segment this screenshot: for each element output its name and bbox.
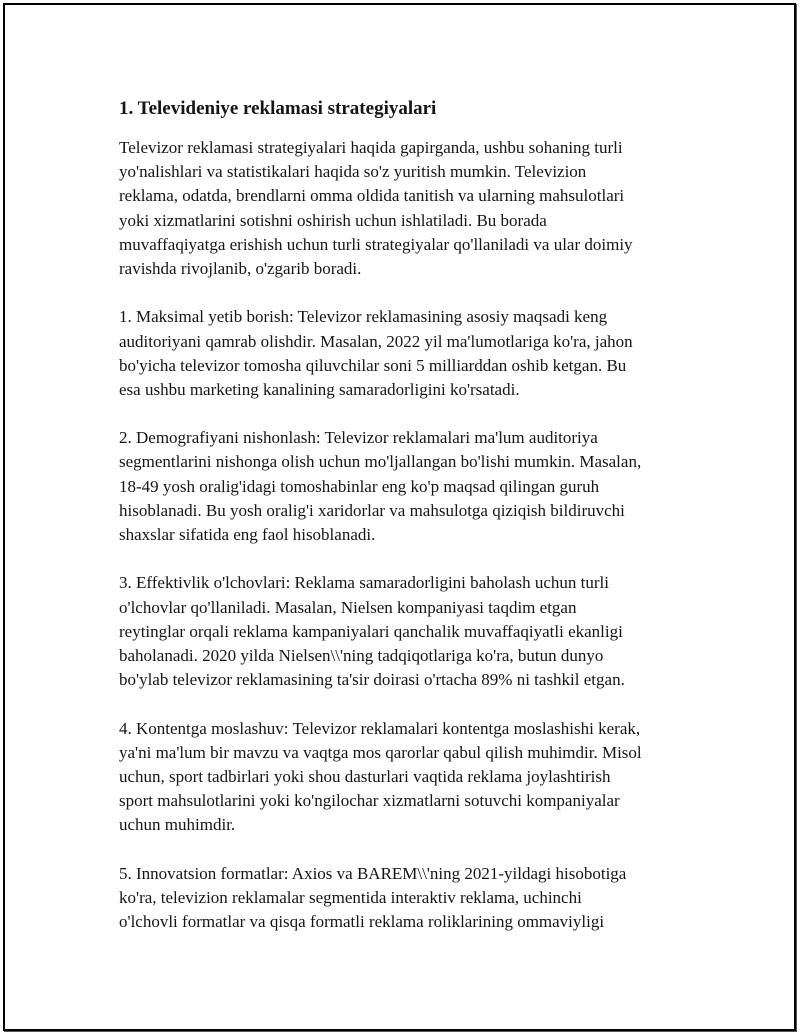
document-body: [119, 97, 779, 958]
text-line: shaxslar sifatida eng faol hisoblanadi.: [119, 525, 376, 544]
paragraph-item-1: [119, 305, 779, 402]
text-line: 3. Effektivlik o'lchovlari: Reklama samaradorligini baholash uchun turli: [119, 573, 609, 593]
section-heading: 1. Televideniye reklamasi strategiyalari: [119, 98, 437, 119]
text-line: muvaffaqiyatga erishish uchun turli strategiyalar qo'llaniladi va ular doimiy: [119, 234, 633, 254]
text-line: uchun, sport tadbirlari yoki shou dasturlari vaqtida reklama joylashtirish: [119, 766, 611, 786]
text-line: bo'ylab televizor reklamasining ta'sir doirasi o'rtacha 89% ni tashkil etgan.: [119, 670, 625, 690]
text-line: ravishda rivojlanib, o'zgarib boradi.: [119, 258, 362, 278]
text-line: 18-49 yosh oralig'idagi tomoshabinlar eng ko'p maqsad qilingan guruh: [119, 476, 600, 496]
text-line: 1. Maksimal yetib borish: Televizor reklamasining asosiy maqsadi keng: [119, 307, 608, 327]
text-line: yoki xizmatlarini sotishni oshirish uchun ishlatiladi. Bu borada: [119, 210, 547, 230]
text-line: bo'yicha televizor tomosha qiluvchilar soni 5 milliarddan oshib ketgan. Bu: [119, 355, 627, 375]
text-line: uchun muhimdir.: [119, 815, 236, 835]
text-line: reytinglar orqali reklama kampaniyalari qanchalik muvaffaqiyatli ekanligi: [119, 621, 623, 641]
text-line: ya'ni ma'lum bir mavzu va vaqtga mos qarorlar qabul qilish muhimdir. Misol: [119, 742, 642, 762]
text-line: 2. Demografiyani nishonlash: Televizor reklamalari ma'lum auditoriya: [119, 428, 598, 448]
text-line: ko'ra, televizion reklamalar segmentida interaktiv reklama, uchinchi: [119, 887, 582, 907]
paragraph-item-4: [119, 717, 779, 838]
text-line: Televizor reklamasi strategiyalari haqida gapirganda, ushbu sohaning turli: [119, 138, 623, 157]
text-line: o'lchovli formatlar va qisqa formatli reklama roliklarining ommaviyligi: [119, 912, 605, 931]
paragraph-item-3: [119, 571, 779, 692]
text-line: o'lchovlar qo'llaniladi. Masalan, Nielsen kompaniyasi taqdim etgan: [119, 597, 577, 617]
text-line: segmentlarini nishonga olish uchun mo'ljallangan bo'lishi mumkin. Masalan,: [119, 452, 642, 472]
paragraph-intro: [119, 136, 779, 281]
text-line: yo'nalishlari va statistikalari haqida so'z yuritish mumkin. Televizion: [119, 162, 587, 182]
text-line: reklama, odatda, brendlarni omma oldida tanitish va ularning mahsulotlari: [119, 186, 625, 206]
text-line: esa ushbu marketing kanalining samaradorligini ko'rsatadi.: [119, 379, 520, 399]
text-line: hisoblanadi. Bu yosh oralig'i xaridorlar va mahsulotga qiziqish bildiruvchi: [119, 500, 625, 520]
text-line: baholanadi. 2020 yilda Nielsen\\'ning tadqiqotlariga ko'ra, butun dunyo: [119, 645, 604, 665]
text-line: sport mahsulotlarini yoki ko'ngilochar xizmatlarni sotuvchi kompaniyalar: [119, 791, 620, 811]
paragraph-item-2: [119, 426, 779, 547]
paragraph-item-5: [119, 862, 779, 935]
text-line: auditoriyani qamrab olishdir. Masalan, 2022 yil ma'lumotlariga ko'ra, jahon: [119, 331, 633, 351]
document-page: [3, 3, 796, 1031]
text-line: 4. Kontentga moslashuv: Televizor reklamalari kontentga moslashishi kerak,: [119, 718, 641, 738]
text-line: 5. Innovatsion formatlar: Axios va BAREM\\'ning 2021-yildagi hisobotiga: [119, 863, 627, 883]
